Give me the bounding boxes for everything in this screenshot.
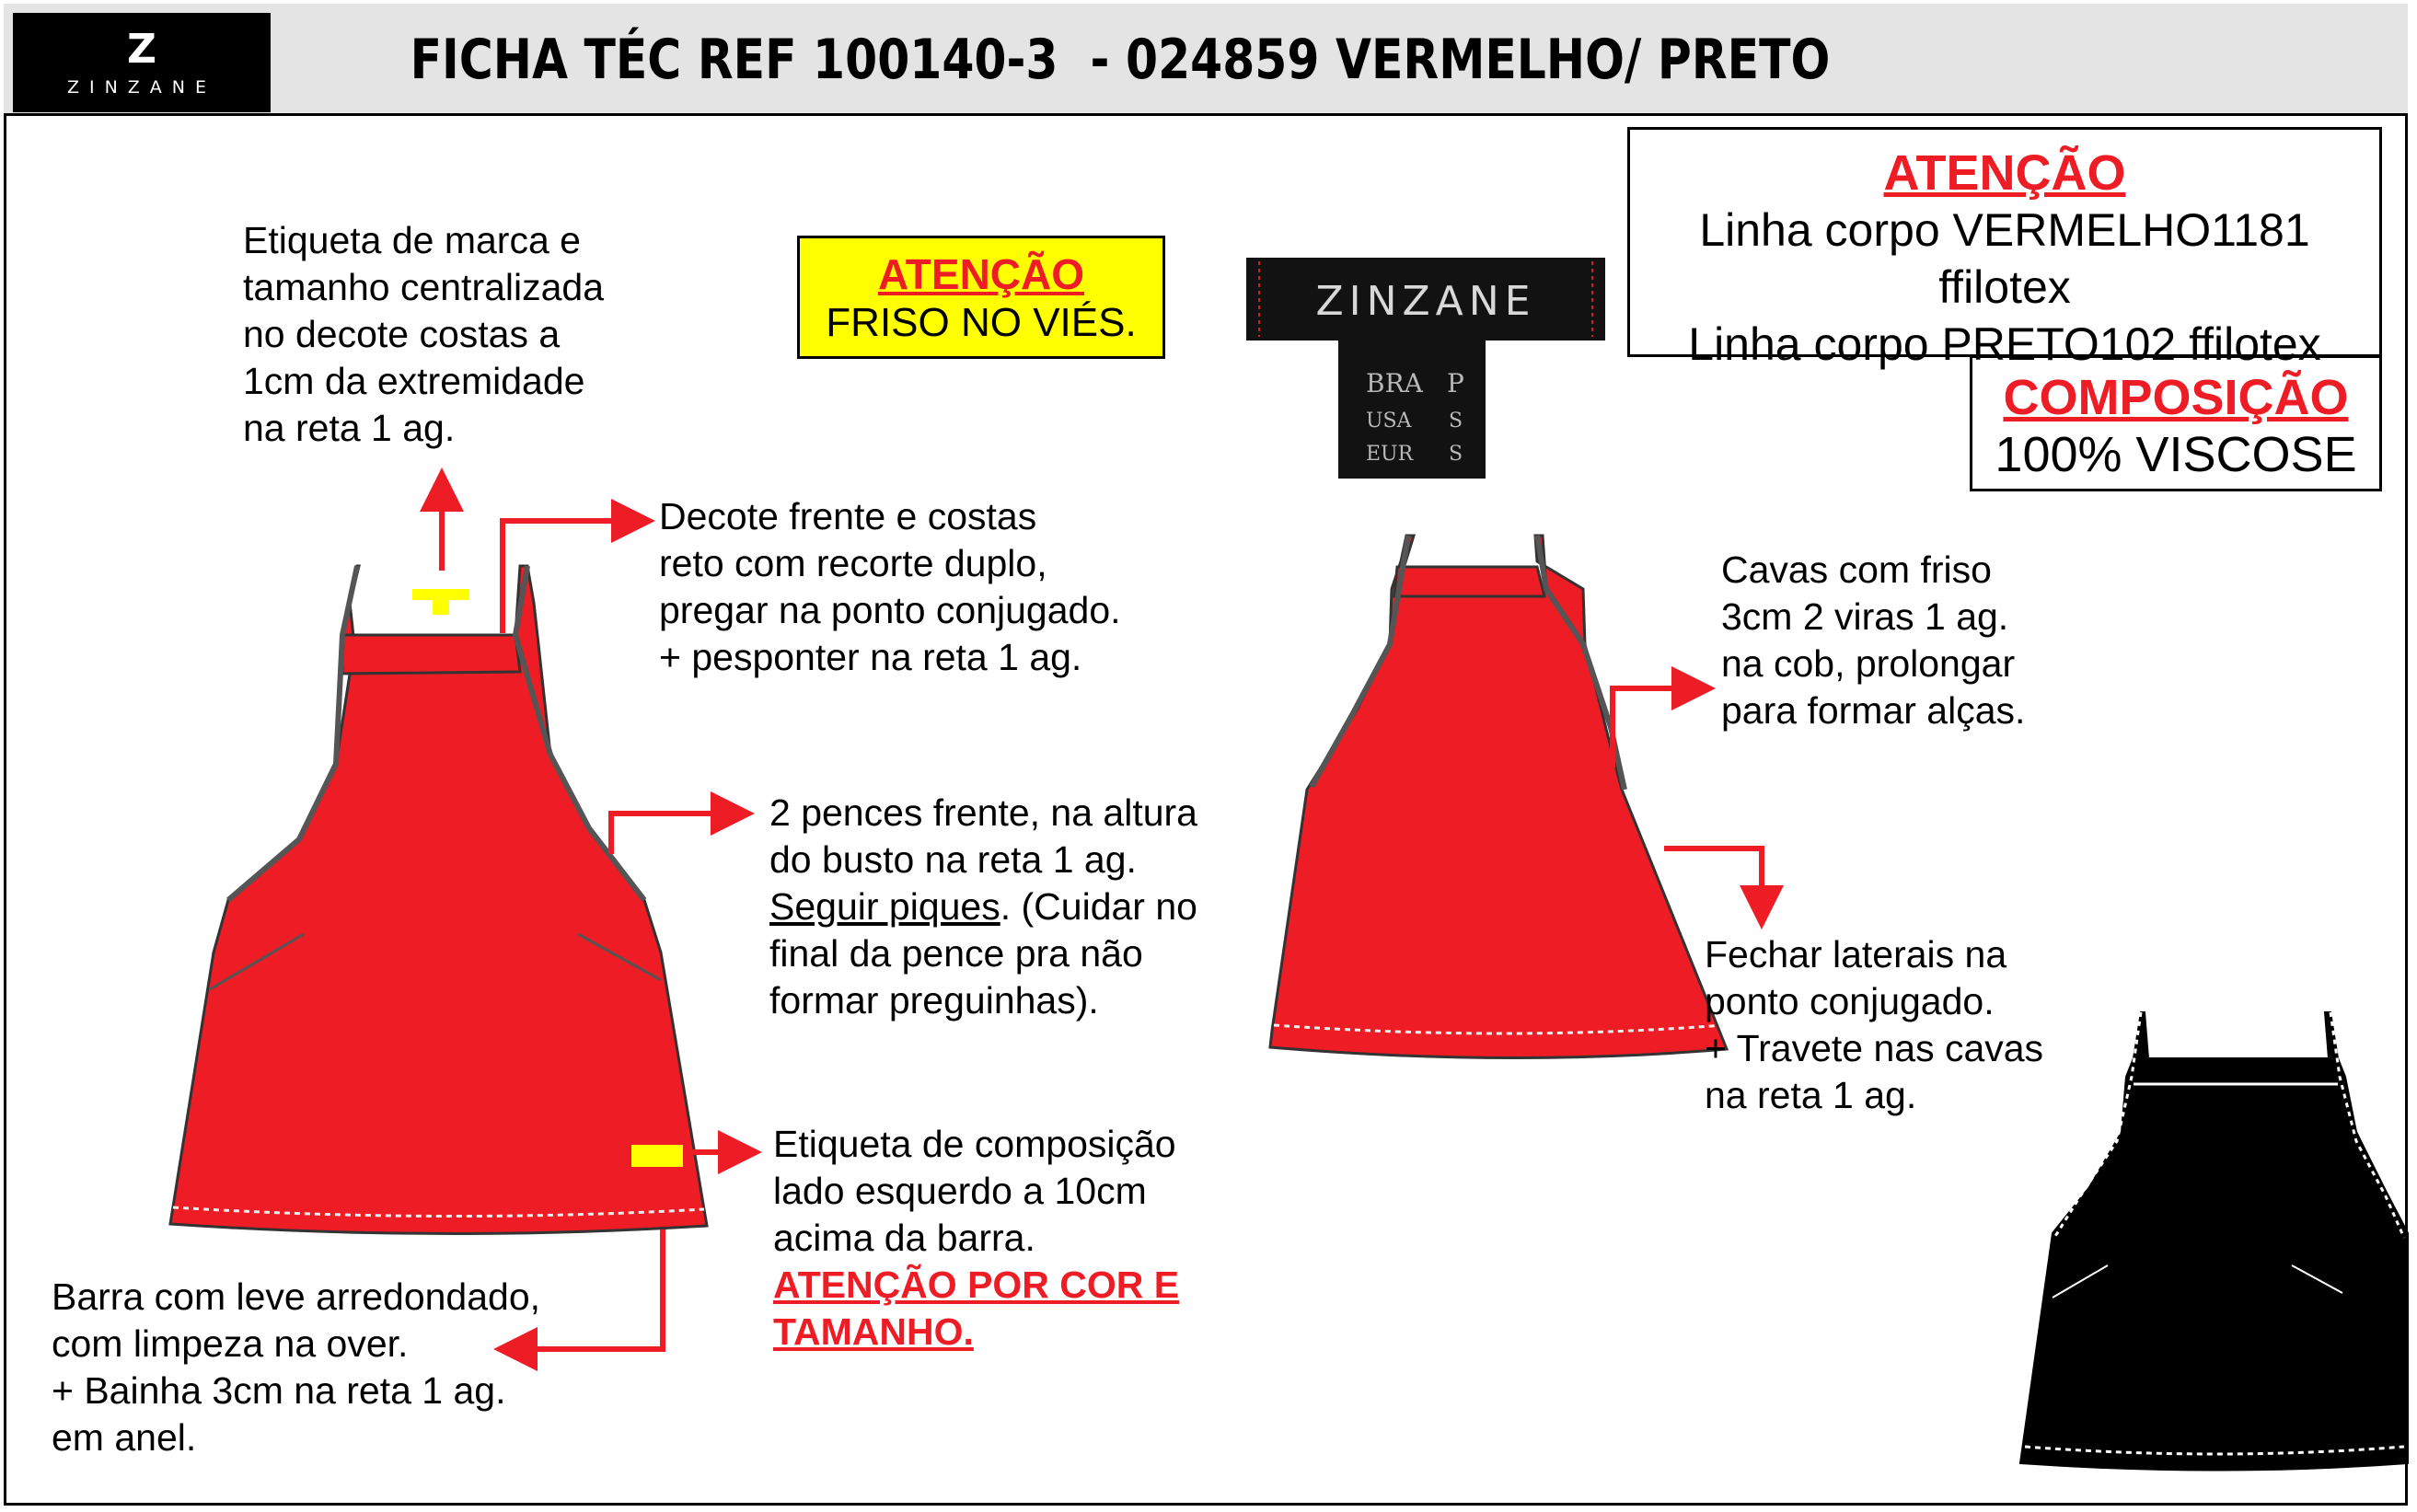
attention-line: Linha corpo VERMELHO1181 ffilotex	[1699, 204, 2310, 313]
note-line: + pesponter na reta 1 ag.	[659, 636, 1082, 678]
note-comp-label	[773, 1121, 1179, 1356]
note-line: tamanho centralizada	[243, 266, 605, 308]
note-line: 2 pences frente, na altura	[769, 791, 1197, 834]
arrow-darts	[611, 814, 744, 854]
logo-text: ZINZANE	[66, 77, 217, 98]
attention-line: Linha corpo PRETO102 ffilotex	[1688, 318, 2321, 370]
composition-box	[1970, 355, 2382, 491]
note-line: Etiqueta de marca e	[243, 219, 581, 261]
note-line: 3cm 2 viras 1 ag.	[1721, 595, 2009, 638]
note-line: + Bainha 3cm na reta 1 ag.	[52, 1369, 506, 1412]
warning-line: ATENÇÃO POR COR E	[773, 1264, 1180, 1306]
note-line: em anel.	[52, 1416, 197, 1459]
note-line: do busto na reta 1 ag.	[769, 838, 1137, 881]
comp-label-marker	[631, 1145, 683, 1167]
note-line: acima da barra.	[773, 1217, 1035, 1259]
note-line: na cob, prolongar	[1721, 642, 2016, 685]
arrow-sides	[1664, 848, 1762, 918]
friso-warning-box	[797, 236, 1165, 359]
label-size: P	[1447, 368, 1464, 398]
note-line: para formar alças.	[1721, 689, 2026, 732]
note-hem	[52, 1274, 540, 1461]
back-label-marker	[412, 589, 469, 615]
label-country: EUR	[1366, 443, 1414, 466]
back-neck-band	[1394, 567, 1544, 596]
label-country: USA	[1366, 410, 1412, 433]
note-line	[769, 883, 1197, 930]
note-line: lado esquerdo a 10cm	[773, 1170, 1147, 1212]
front-neck-band	[342, 635, 520, 674]
note-line: reto com recorte duplo,	[659, 542, 1047, 584]
friso-text: FRISO NO VIÉS.	[826, 300, 1137, 345]
composition-heading: COMPOSIÇÃO	[2003, 370, 2349, 425]
logo-mark: Z	[127, 26, 156, 73]
thread-attention-box	[1627, 127, 2382, 370]
note-brand-label	[243, 217, 604, 452]
underlined-text: Seguir piques	[769, 885, 1000, 928]
note-line: Fechar laterais na	[1705, 933, 2007, 975]
note-line: Barra com leve arredondado,	[52, 1275, 541, 1318]
friso-heading: ATENÇÃO	[877, 250, 1085, 298]
note-text: . (Cuidar no	[1000, 885, 1197, 928]
label-country: BRA	[1366, 368, 1423, 398]
label-brand-text: ZINZANE	[1315, 278, 1536, 325]
note-line: na reta 1 ag.	[243, 407, 456, 449]
note-line: com limpeza na over.	[52, 1322, 409, 1365]
warning-line: TAMANHO.	[773, 1310, 974, 1353]
note-line: final da pence pra não	[769, 932, 1143, 975]
back-red-garment	[1270, 536, 1727, 1058]
note-line: Decote frente e costas	[659, 495, 1037, 537]
note-sides	[1705, 931, 2043, 1119]
label-size: S	[1449, 443, 1463, 466]
note-line: Cavas com friso	[1721, 548, 1992, 591]
note-line: formar preguinhas).	[769, 979, 1099, 1021]
arrow-armholes	[1613, 688, 1705, 768]
label-size: S	[1449, 410, 1463, 433]
note-line: 1cm da extremidade	[243, 360, 585, 402]
note-darts	[769, 790, 1197, 1024]
front-black-garment	[2020, 1012, 2408, 1471]
black-body-shape	[2020, 1012, 2408, 1471]
brand-label-image	[1246, 258, 1605, 479]
note-line: pregar na ponto conjugado.	[659, 589, 1121, 631]
attention-heading: ATENÇÃO	[1883, 145, 2126, 201]
composition-text: 100% VISCOSE	[1995, 427, 2357, 482]
note-neckline	[659, 493, 1121, 681]
note-line: Etiqueta de composição	[773, 1123, 1176, 1165]
back-body-shape	[1270, 536, 1727, 1058]
note-armholes	[1721, 547, 2025, 734]
note-line: na reta 1 ag.	[1705, 1074, 1917, 1116]
note-line: ponto conjugado.	[1705, 980, 1995, 1022]
front-red-garment	[170, 566, 707, 1234]
note-line: + Travete nas cavas	[1705, 1027, 2044, 1069]
note-line: no decote costas a	[243, 313, 561, 355]
page-title: FICHA TÉC REF 100140-3 - 024859 VERMELHO/ PRETO	[410, 28, 1831, 92]
